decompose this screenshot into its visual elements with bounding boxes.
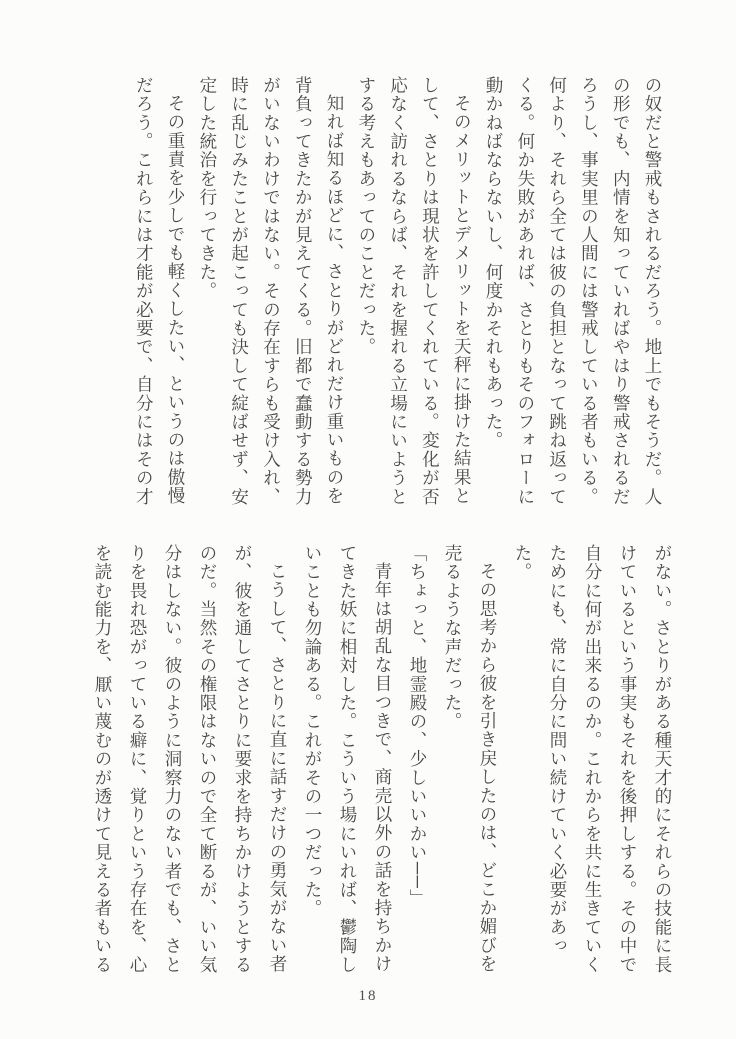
page-number: 18 bbox=[358, 988, 378, 1004]
paragraph: その思考から彼を引き戻したのは、どこか媚びを売るような声だった。 bbox=[443, 544, 498, 973]
text-block-top bbox=[123, 76, 668, 512]
paragraph: そのメリットとデメリットを天秤に掛けた結果として、さとりは現状を許してくれている。変化が否応なく訪れるならば、それを握れる立場にいようとする考えもあってのことだった。 bbox=[356, 76, 473, 507]
paragraph: の奴だと警戒もされるだろう。地上でもそうだ。人の形でも、内情を知っていればやはり警戒されるだろうし、事実里の人間には警戒している者もいる。何より、それら全ては彼の負担となって跳ね返ってくる。何か失敗があれば、さとりもそのフォローに動かねばならないし、何度かそれもあった。 bbox=[484, 76, 663, 507]
paragraph: 青年は胡乱な目つきで、商売以外の話を持ちかけてきた妖に相対した。こういう場にいれば、鬱陶しいことも勿論ある。これがその一つだった。 bbox=[303, 544, 393, 975]
paragraph: こうして、さとりに直に話すだけの勇気がない者が、彼を通してさとりに要求を持ちかけようとするのだ。当然その権限はないので全て断るが、いい気分はしない。彼のように洞察力のない者でも、さとりを畏れ恐がっている癖に、覚りという存在を、心を読む能力を、厭い蔑むのが透けて見える者もいる bbox=[93, 544, 288, 975]
paragraph: 知れば知るほどに、さとりがどれだけ重いものを背負ってきたかが見えてくる。旧都で蠢動する勢力がいないわけではない。その存在すらも受け入れ、時に乱じみたことが起こっても決して綻ばせず、安定した統治を行ってきた。 bbox=[197, 76, 346, 507]
paragraph: その重責を少しでも軽くしたい、というのは傲慢だろう。これらには才能が必要で、自分にはその才 bbox=[134, 76, 187, 507]
paragraph: がない。さとりがある種天才的にそれらの技能に長けているという事実もそれを後押しする。その中で自分に何が出来るのか。これからを共に生きていくためにも、常に自分に問い続けていく必要があった。 bbox=[513, 544, 673, 975]
text-block-bottom bbox=[93, 544, 680, 982]
dialogue-line: 「ちょっと、地霊殿の、少しいいかい──」 bbox=[408, 544, 428, 908]
